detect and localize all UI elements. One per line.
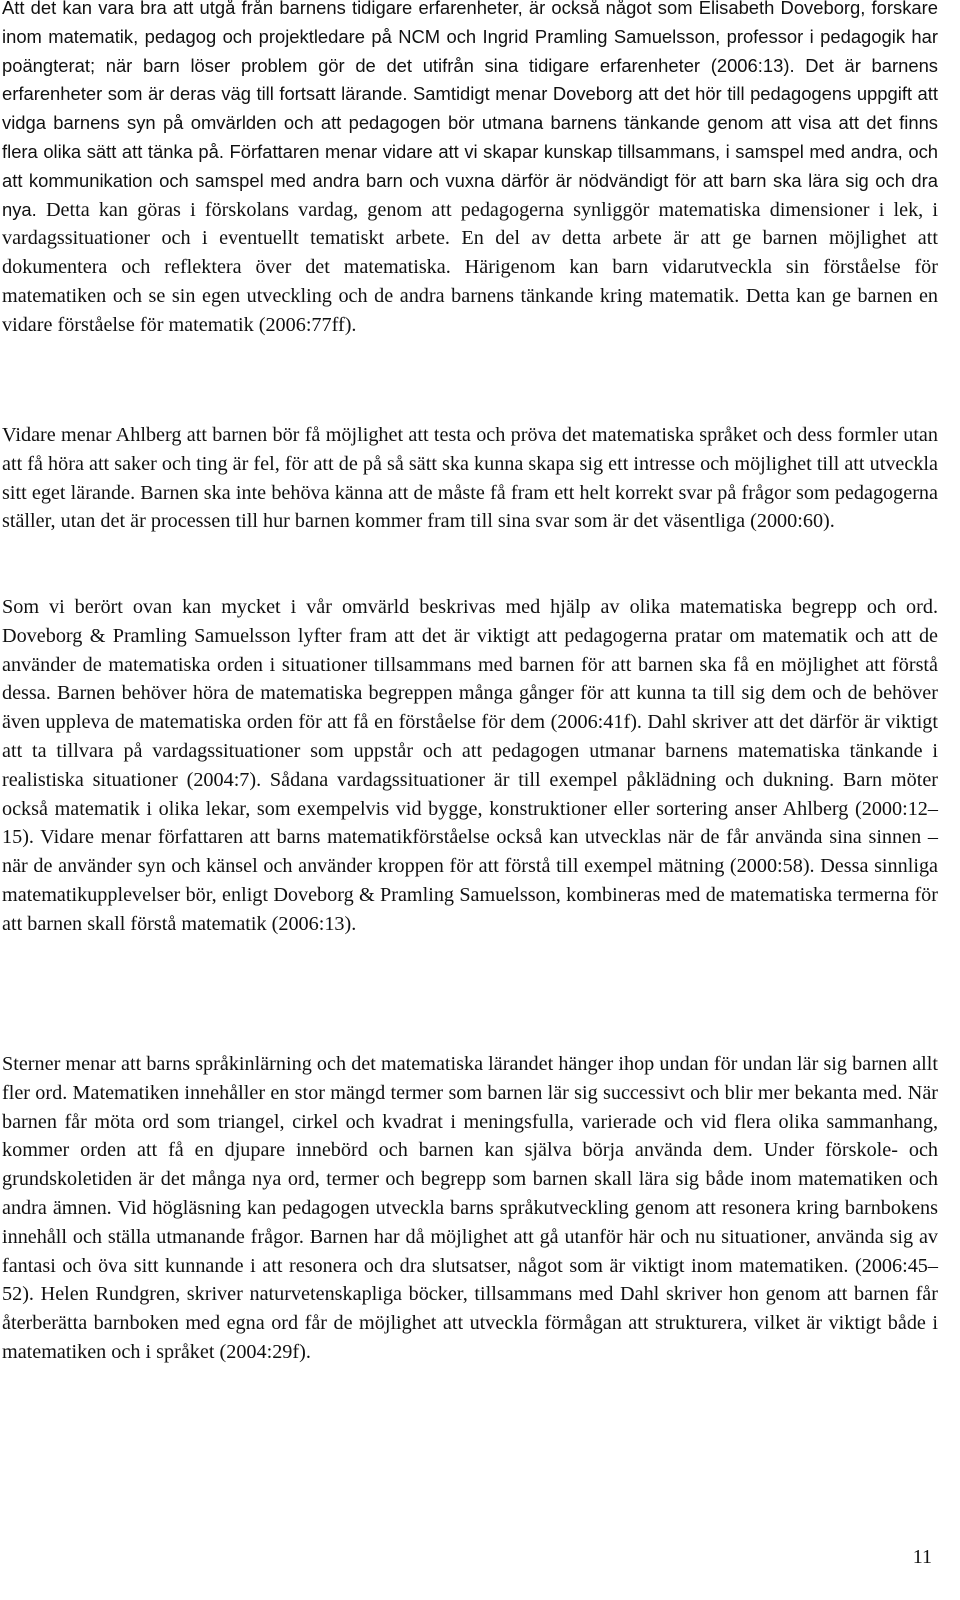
paragraph-1-serif-text: Detta kan göras i förskolans vardag, genom att pedagogerna synliggör matematiska dimensioner i lek, i vardagssituationer och i eventuellt tematiskt arbete. En del av detta arbete är att ge barnen möjlighet att dokumentera och reflektera över det matematiska. Härigenom kan barn vidarutveckla sin förståelse för matematiken och se sin egen utveckling och de andra barnens tänkande kring matematik. Detta kan ge barnen en vidare förståelse för matematik (2006:77ff). — [2, 198, 938, 336]
paragraph-ahlberg-sprak: Vidare menar Ahlberg att barnen bör få möjlighet att testa och pröva det matematiska språket och dess formler utan att få höra att saker och ting är fel, för att de på så sätt ska kunna skapa sig ett intresse och möjlighet till att utveckla sitt eget lärande. Barnen ska inte behöva känna att de måste få fram ett helt korrekt svar på frågor som pedagogerna ställer, utan det är processen till hur barnen kommer fram till sina svar som är det väsentliga (2000:60). — [2, 424, 938, 533]
page-number: 11 — [912, 1546, 932, 1568]
paragraph-matematiska-begrepp: Som vi berört ovan kan mycket i vår omvärld beskrivas med hjälp av olika matematiska begrepp och ord. Doveborg & Pramling Samuelsson lyfter fram att det är viktigt att pedagogerna pratar om matematik och att de använder de matematiska orden i situationer tillsammans med barnen för att barnen ska få en möjlighet att förstå dessa. Barnen behöver höra de matematiska begreppen många gånger för att kunna ta till sig dem och de behöver även uppleva de matematiska orden för att få en förståelse för dem (2006:41f). Dahl skriver att det därför är viktigt att ta tillvara på vardagssituationer som uppstår och att pedagogen utmanar barnens matematiska tänkande i realistiska situationer (2004:7). Sådana vardagssituationer är till exempel påklädning och dukning. Barn möter också matematik i olika lekar, som exempelvis vid bygge, konstruktioner eller sortering anser Ahlberg (2000:12–15). Vidare menar författaren att barns matematikförståelse också kan utvecklas när de får använda sina sinnen – när de använder syn och känsel och använder kroppen för att förstå till exempel mätning (2000:58). Dessa sinnliga matematikupplevelser bör, enligt Doveborg & Pramling Samuelsson, kombineras med de matematiska termerna för att barnen skall förstå matematik (2006:13). — [2, 596, 938, 935]
paragraph-doveborg-erfarenheter — [2, 0, 938, 340]
paragraph-1-sans-text: Att det kan vara bra att utgå från barnens tidigare erfarenheter, är också något som Elisabeth Doveborg, forskare inom matematik, pedagog och projektledare på NCM och Ingrid Pramling Samuelsson, professor i pedagogik har poängterat; när barn löser problem gör de det utifrån sina tidigare erfarenheter (2006:13). Det är barnens erfarenheter som är deras väg till fortsatt lärande. Samtidigt menar Doveborg att det hör till pedagogens uppgift att vidga barnens syn på omvärlden och att pedagogen bör utmana barnens tänkande genom att visa att det finns flera olika sätt att tänka på. Författaren menar vidare att vi skapar kunskap tillsammans, i samspel med andra, och att kommunikation och samspel med andra barn och vuxna därför är nödvändigt för att barn ska lära sig och dra nya. — [2, 0, 938, 220]
paragraph-sterner-sprakinlarning: Sterner menar att barns språkinlärning och det matematiska lärandet hänger ihop undan för undan lär sig barnen allt fler ord. Matematiken innehåller en stor mängd termer som barnen lär sig successivt och blir mer bekanta med. När barnen får möta ord som triangel, cirkel och kvadrat i meningsfulla, varierade och vid flera olika sammanhang, kommer orden att få en djupare innebörd och barnen kan själva börja använda dem. Under förskole- och grundskoletiden är det många nya ord, termer och begrepp som barnen skall lära sig både inom matematiken och andra ämnen. Vid högläsning kan pedagogen utveckla barns språkutveckling genom att resonera kring barnbokens innehåll och ställa utmanande frågor. Barnen har då möjlighet att gå utanför här och nu situationer, använda sig av fantasi och öva sitt kunnande i att resonera och dra slutsatser, något som är viktigt inom matematiken. (2006:45–52). Helen Rundgren, skriver naturvetenskapliga böcker, tillsammans med Dahl skriver hon genom att barnen får återberätta barnboken med egna ord får de möjlighet att utveckla förmågan att strukturera, vilket är viktigt både i matematiken och i språket (2004:29f). — [2, 1053, 938, 1363]
